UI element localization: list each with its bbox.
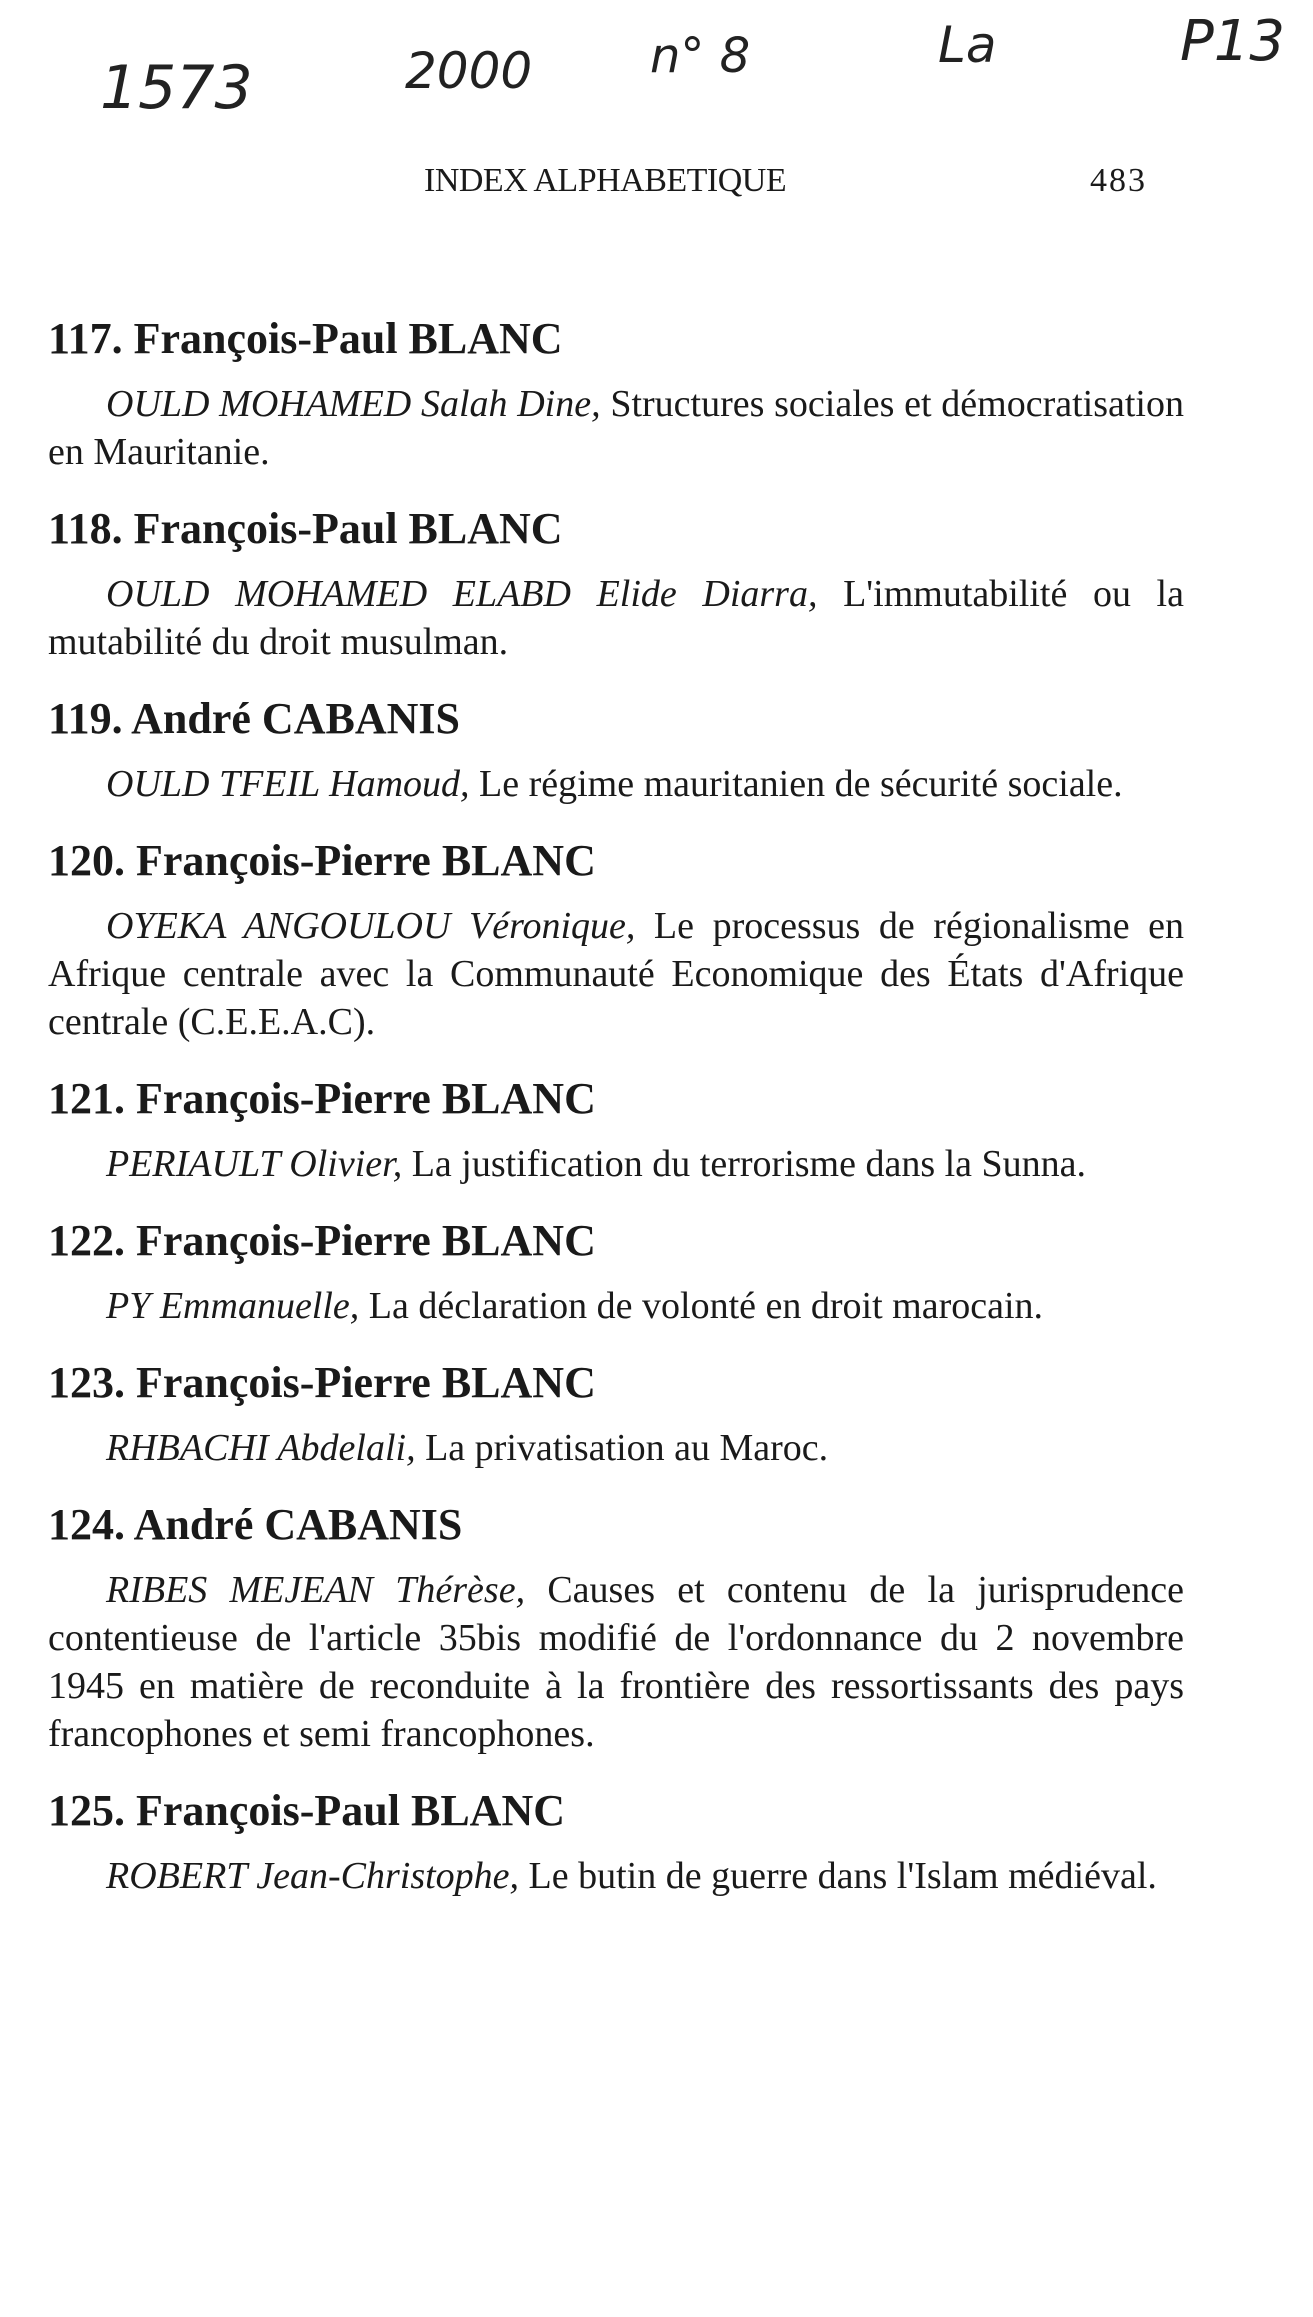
entry-heading: 125. François-Paul BLANC [48,1786,565,1835]
note-p13: P13 [1180,9,1286,74]
entry-body [48,380,1184,476]
entry-body [48,1140,1184,1188]
entry-heading: 119. André CABANIS [48,694,460,743]
index-entry-120 [48,834,1184,1046]
entry-title: Structures sociales et démocratisation en Mauritanie. [48,383,1184,473]
entry-author: OULD MOHAMED ELABD Elide Diarra, [106,573,818,615]
entry-body [48,1282,1184,1330]
running-title: INDEX ALPHABETIQUE [424,162,787,199]
entry-body [48,1566,1184,1758]
entry-body [48,1852,1184,1900]
entry-title: La déclaration de volonté en droit marocain. [359,1285,1044,1327]
entry-author: PERIAULT Olivier, [106,1143,403,1185]
entry-heading: 121. François-Pierre BLANC [48,1074,596,1123]
index-entry-119 [48,692,1184,808]
entry-heading: 118. François-Paul BLANC [48,504,563,553]
index-entry-118 [48,502,1184,666]
index-entry-124 [48,1498,1184,1758]
running-header [0,162,1313,202]
entry-heading: 123. François-Pierre BLANC [48,1358,596,1407]
index-entries [48,312,1184,1926]
note-2000: 2000 [405,42,533,100]
entry-author: RIBES MEJEAN Thérèse, [106,1569,526,1611]
entry-title: La justification du terrorisme dans la Sunna. [402,1143,1087,1185]
index-entry-122 [48,1214,1184,1330]
entry-title: Le butin de guerre dans l'Islam médiéval. [519,1855,1157,1897]
entry-title: L'immutabilité ou la mutabilité du droit musulman. [48,573,1184,663]
entry-author: PY Emmanuelle, [106,1285,360,1327]
entry-author: ROBERT Jean-Christophe, [106,1855,520,1897]
entry-body [48,1424,1184,1472]
note-la: La [938,16,997,74]
entry-body [48,570,1184,666]
page-number: 483 [1090,162,1147,199]
entry-title: Le processus de régionalisme en Afrique centrale avec la Communauté Economique des États d'Afrique centrale (C.E.E.A.C). [48,905,1184,1043]
entry-heading: 122. François-Pierre BLANC [48,1216,596,1265]
entry-title: Le régime mauritanien de sécurité sociale. [469,763,1123,805]
index-entry-123 [48,1356,1184,1472]
entry-author: OYEKA ANGOULOU Véronique, [106,905,636,947]
handwritten-notes-drawing [0,0,1313,150]
entry-heading: 117. François-Paul BLANC [48,314,563,363]
entry-heading: 120. François-Pierre BLANC [48,836,596,885]
index-entry-121 [48,1072,1184,1188]
entry-author: OULD TFEIL Hamoud, [106,763,470,805]
entry-body [48,760,1184,808]
index-entry-125 [48,1784,1184,1900]
note-number: n° 8 [650,28,751,84]
entry-body [48,902,1184,1046]
handwritten-annotations [0,0,1313,150]
entry-title: La privatisation au Maroc. [415,1427,829,1469]
entry-heading: 124. André CABANIS [48,1500,463,1549]
entry-author: OULD MOHAMED Salah Dine, [106,383,601,425]
entry-author: RHBACHI Abdelali, [106,1427,416,1469]
note-1573: 1573 [100,53,253,123]
index-entry-117 [48,312,1184,476]
entry-title: Causes et contenu de la jurisprudence contentieuse de l'article 35bis modifié de l'ordonnance du 2 novembre 1945 en matière de reconduite à la frontière des ressortissants des pays francophones et semi francophones. [48,1569,1185,1755]
